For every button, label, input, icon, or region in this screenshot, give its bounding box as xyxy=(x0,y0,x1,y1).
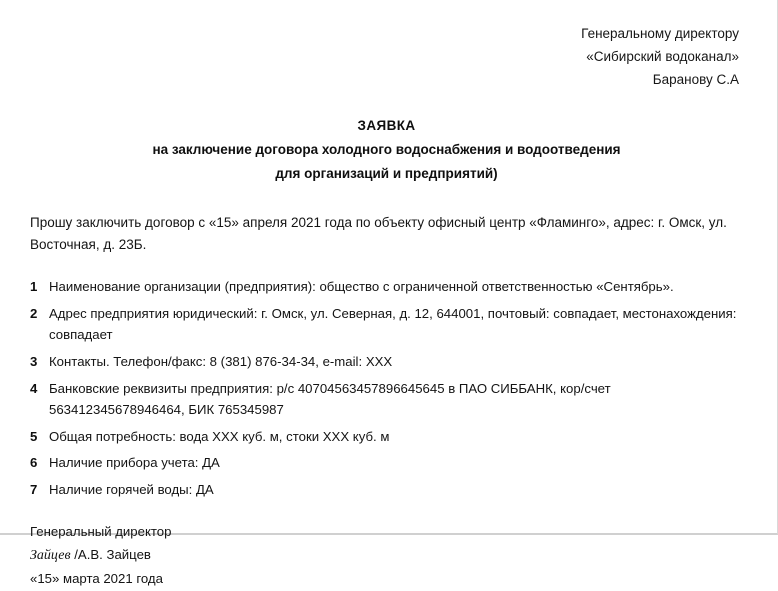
list-item-number: 6 xyxy=(30,455,38,471)
list-item-number: 7 xyxy=(30,482,38,498)
list-item-number: 3 xyxy=(30,354,38,369)
signature-block xyxy=(30,521,743,590)
addressee-line-1: Генеральному директору xyxy=(581,26,739,41)
addressee-block xyxy=(30,22,739,92)
list-item-text: Адрес предприятия юридический: г. Омск, ул. Северная, д. 12, 644001, почтовый: совпадает, местонахождения: совпадает xyxy=(49,306,737,343)
list-item xyxy=(30,427,743,448)
list-item-text: Наличие прибора учета: ДА xyxy=(49,455,220,471)
list-item-number: 5 xyxy=(30,428,38,444)
list-item-text: Контакты. Телефон/факс: 8 (381) 876-34-34, e-mail: ХХХ xyxy=(49,354,393,369)
list-item-number: 2 xyxy=(30,306,38,322)
signature-line xyxy=(30,544,743,568)
intro-paragraph: Прошу заключить договор с «15» апреля 2021 года по объекту офисный центр «Фламинго», адрес: г. Омск, ул. Восточная, д. 23Б. xyxy=(30,214,727,252)
document-subtitle-line-1: на заключение договора холодного водоснабжения и водоотведения xyxy=(152,141,621,157)
document-title: ЗАЯВКА xyxy=(357,117,416,133)
list-item-text: Наименование организации (предприятия): общество с ограниченной ответственностью «Сентябрь». xyxy=(49,279,674,295)
list-item xyxy=(30,480,743,501)
list-item-text: Наличие горячей воды: ДА xyxy=(49,482,214,498)
signature-handwriting: Зайцев xyxy=(30,547,71,563)
list-item-number: 1 xyxy=(30,279,38,295)
document-subtitle-line-2: для организаций и предприятий) xyxy=(275,165,498,181)
addressee-line-2: «Сибирский водоканал» xyxy=(586,49,739,65)
list-item xyxy=(30,379,743,421)
list-item-text: Общая потребность: вода ХХХ куб. м, стоки ХХХ куб. м xyxy=(49,428,390,444)
list-item-text: Банковские реквизиты предприятия: р/с 40704563457896645645 в ПАО СИББАНК, кор/счет 563412345678946464, БИК 765345987 xyxy=(49,380,611,417)
signature-date: «15» марта 2021 года xyxy=(30,570,163,586)
signature-name: /А.В. Зайцев xyxy=(74,546,151,562)
addressee-line-3: Баранову С.А xyxy=(652,72,739,88)
list-item xyxy=(30,352,743,373)
list-item xyxy=(30,304,743,346)
list-item xyxy=(30,453,743,474)
list-item xyxy=(30,277,743,298)
title-block xyxy=(30,114,743,186)
list-item-number: 4 xyxy=(30,380,38,396)
signature-position: Генеральный директор xyxy=(30,524,172,540)
requisites-list xyxy=(30,277,743,501)
